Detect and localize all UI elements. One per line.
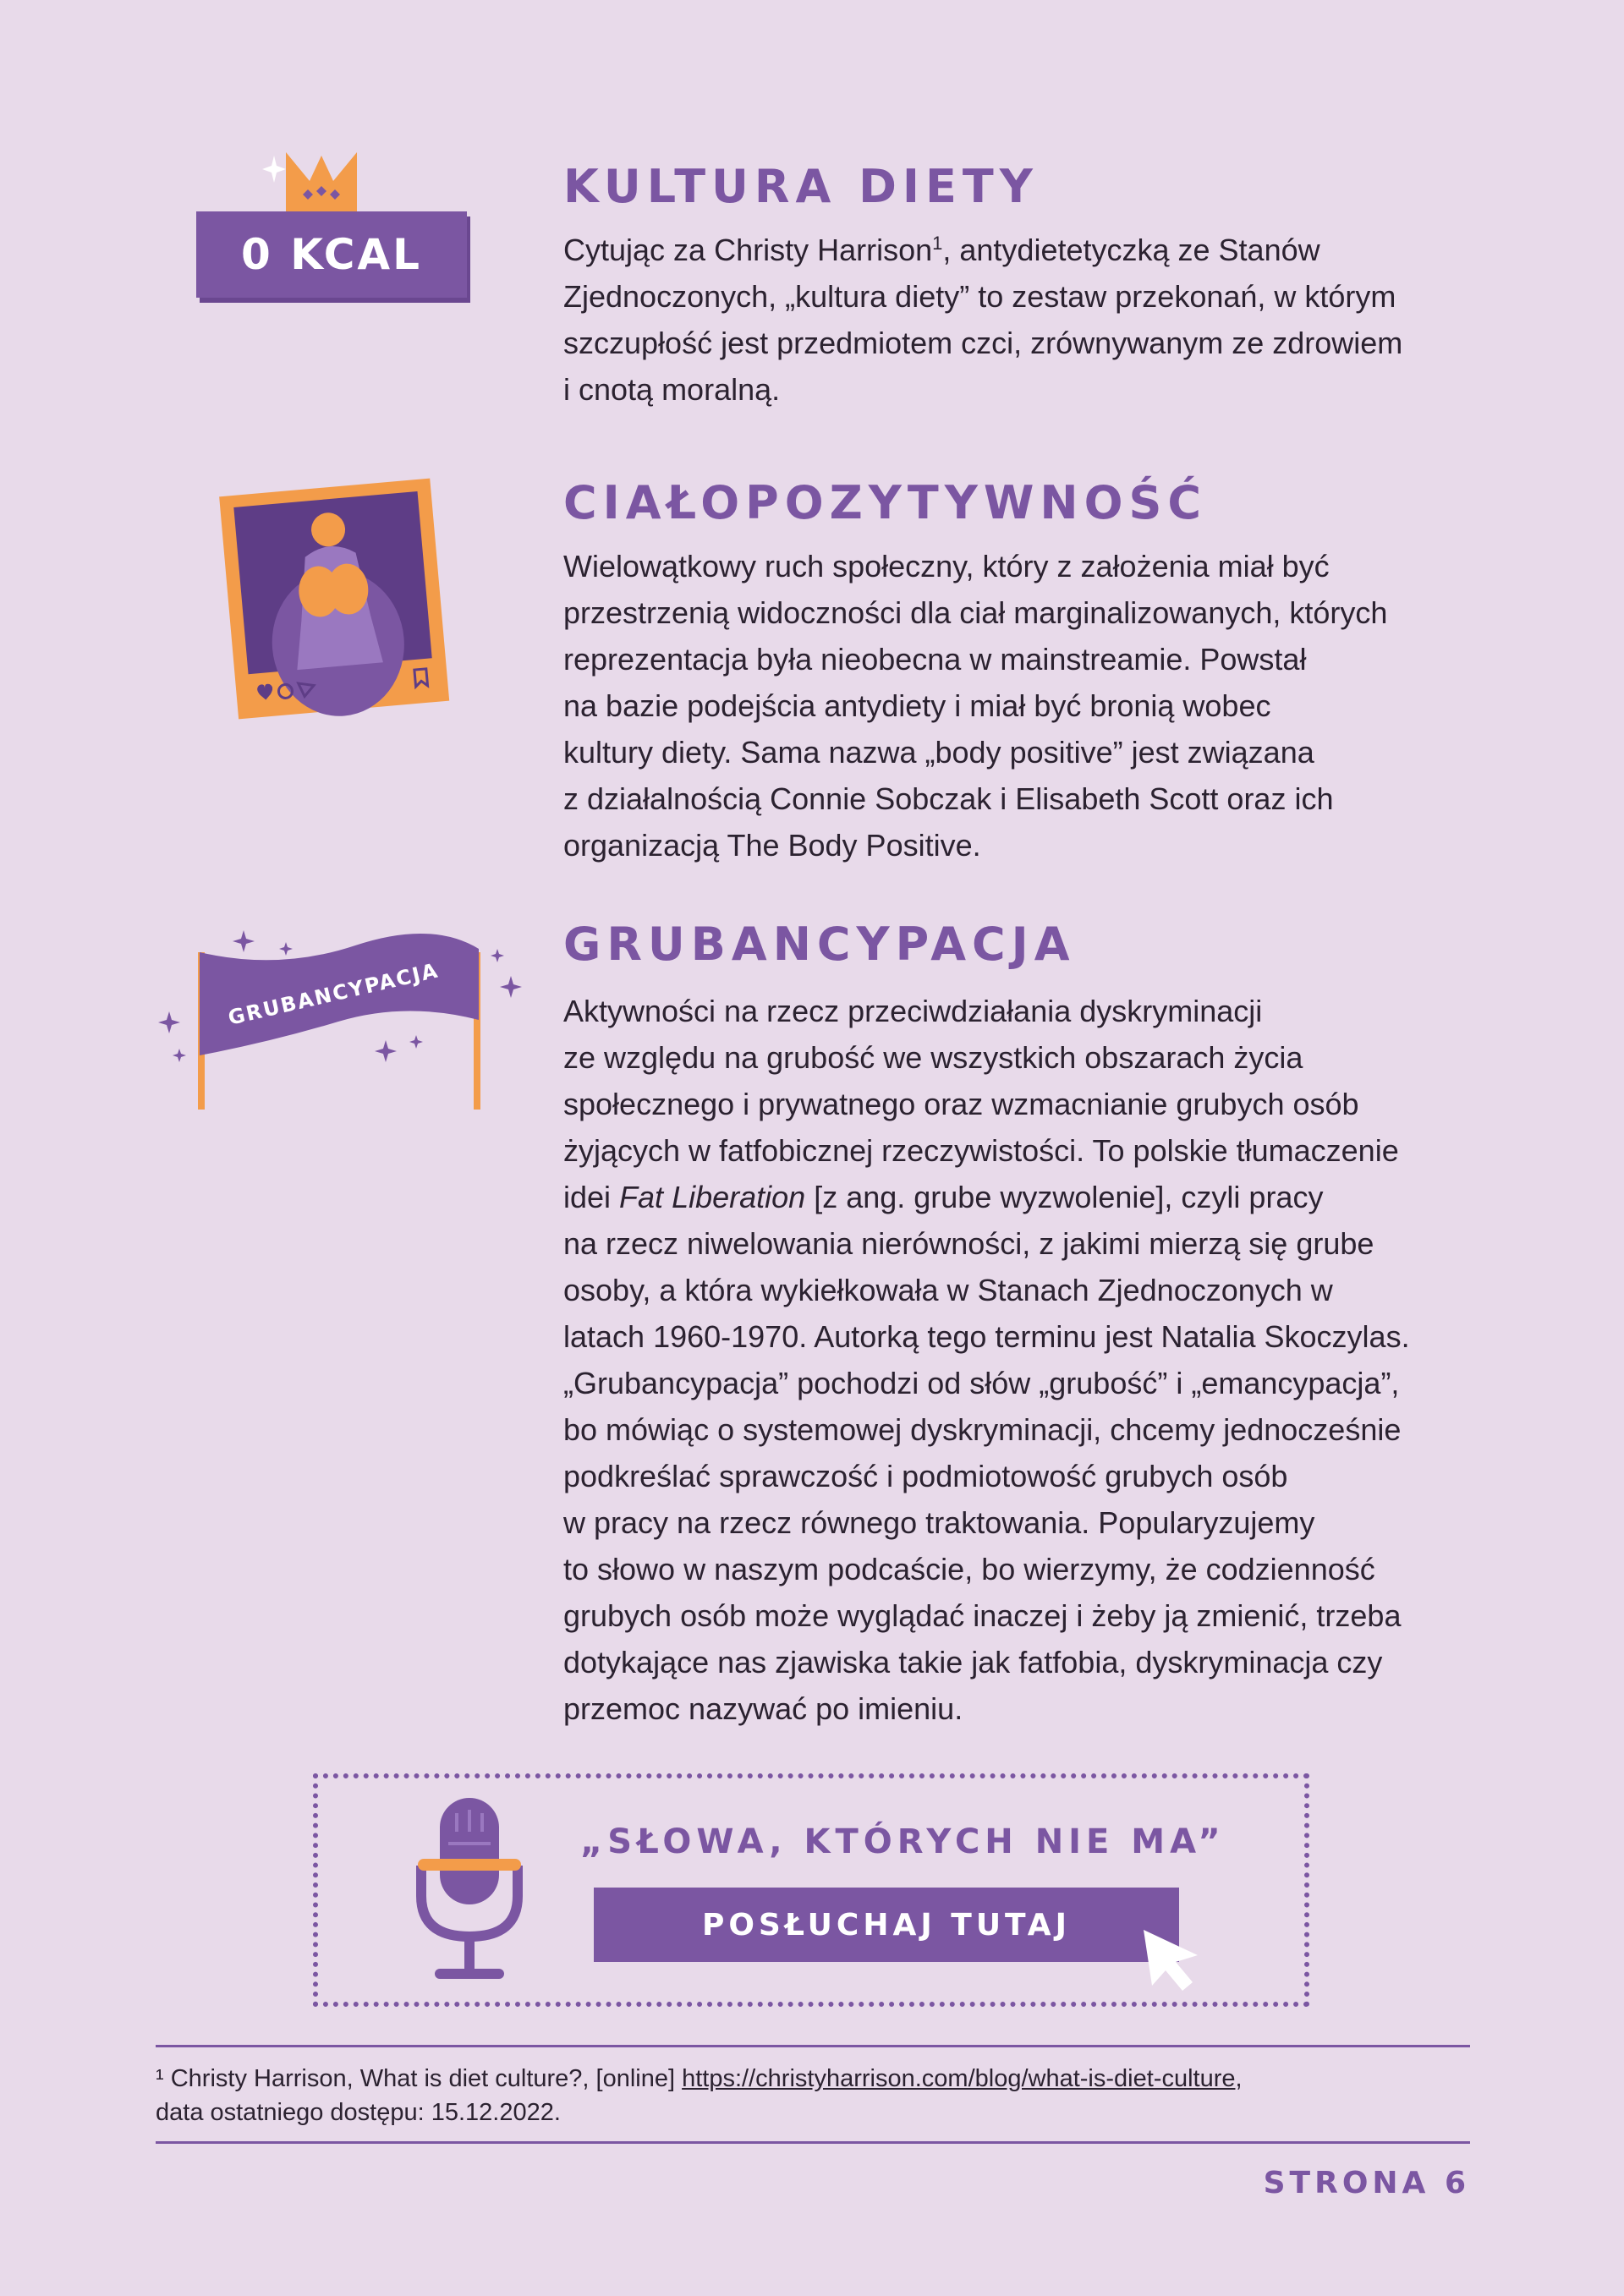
text-fragment: [z ang. grube wyzwolenie], czyli pracy — [805, 1180, 1324, 1214]
text-line: przestrzenią widoczności dla ciał marginalizowanych, których — [563, 595, 1388, 630]
text-line: społecznego i prywatnego oraz wzmacnianie grubych osób — [563, 1087, 1359, 1121]
divider-top — [156, 2045, 1470, 2047]
text-line: przemoc nazywać po imieniu. — [563, 1691, 963, 1726]
text-line: z działalnością Connie Sobczak i Elisabeth Scott oraz ich — [563, 781, 1334, 816]
text-line: kultury diety. Sama nazwa „body positive” jest związana — [563, 735, 1314, 770]
text-line: osoby, a która wykiełkowała w Stanach Zjednoczonych w — [563, 1273, 1333, 1307]
text-line: i cnotą moralną. — [563, 372, 781, 407]
text-line: to słowo w naszym podcaście, bo wierzymy, że codzienność — [563, 1552, 1375, 1586]
page-number: STRONA 6 — [1263, 2166, 1470, 2200]
text-line: na bazie podejścia antydiety i miał być bronią wobec — [563, 688, 1271, 723]
footnote-text: , — [1235, 2065, 1243, 2092]
text-line: żyjących w fatfobicznej rzeczywistości. To polskie tłumaczenie — [563, 1133, 1399, 1168]
heading-kultura-diety: KULTURA DIETY — [563, 160, 1039, 213]
text-line: Cytując za Christy Harrison — [563, 233, 933, 267]
text-line: latach 1960-1970. Autorką tego terminu jest Natalia Skoczylas. — [563, 1319, 1410, 1354]
text-line: szczupłość jest przedmiotem czci, zrównywanym ze zdrowiem — [563, 326, 1403, 360]
heading-cialopozytywnosc: CIAŁOPOZYTYWNOŚĆ — [563, 476, 1208, 529]
text-line: „Grubancypacja” pochodzi od słów „grubość” i „emancypacja”, — [563, 1366, 1400, 1400]
paragraph-kultura-diety — [563, 227, 1485, 413]
footnote-link[interactable]: https://christyharrison.com/blog/what-is-diet-culture — [682, 2065, 1236, 2092]
kcal-badge: 0 KCAL — [196, 211, 467, 298]
text-line: podkreślać sprawczość i podmiotowość grubych osób — [563, 1459, 1288, 1493]
footnote-text: ¹ Christy Harrison, What is diet culture?, [online] — [156, 2065, 683, 2092]
text-line: w pracy na rzecz równego traktowania. Popularyzujemy — [563, 1505, 1315, 1540]
paragraph-cialopozytywnosc — [563, 543, 1485, 869]
text-line: Zjednoczonych, „kultura diety” to zestaw przekonań, w którym — [563, 279, 1396, 314]
footnote-date: data ostatniego dostępu: 15.12.2022. — [156, 2099, 561, 2126]
text-line: grubych osób może wyglądać inaczej i żeby ją zmienić, trzeba — [563, 1598, 1402, 1633]
text-line: na rzecz niwelowania nierówności, z jakimi mierzą się grube — [563, 1226, 1374, 1261]
footnote-mark: 1 — [932, 233, 943, 254]
podcast-title: „SŁOWA, KTÓRYCH NIE MA” — [580, 1822, 1226, 1861]
text-line-fat-liberation — [563, 1174, 1485, 1220]
microphone-icon — [406, 1795, 533, 1986]
text-fragment: idei — [563, 1180, 620, 1214]
text-line: dotykające nas zjawiska takie jak fatfobia, dyskryminacja czy — [563, 1645, 1383, 1680]
footnote — [156, 2062, 1475, 2129]
text-line: , antydietetyczką ze Stanów — [942, 233, 1320, 267]
text-line: organizacją The Body Positive. — [563, 828, 981, 863]
banner-illustration — [152, 920, 533, 1116]
text-line: bo mówiąc o systemowej dyskryminacji, chcemy jednocześnie — [563, 1412, 1402, 1447]
text-line: Aktywności na rzecz przeciwdziałania dyskryminacji — [563, 994, 1263, 1028]
paragraph-grubancypacja — [563, 988, 1485, 1732]
listen-button[interactable]: POSŁUCHAJ TUTAJ — [594, 1888, 1179, 1962]
text-line: Wielowątkowy ruch społeczny, który z założenia miał być — [563, 549, 1330, 584]
text-line: reprezentacja była nieobecna w mainstreamie. Powstał — [563, 642, 1307, 677]
banner-label: GRUBANCYPACJA — [226, 958, 442, 1030]
text-fat-liberation: Fat Liberation — [619, 1180, 806, 1214]
cursor-icon — [1138, 1925, 1210, 1996]
body-photo-frame-icon — [211, 470, 457, 724]
crown-icon — [254, 149, 389, 213]
divider-bottom — [156, 2141, 1470, 2144]
heading-grubancypacja: GRUBANCYPACJA — [563, 918, 1076, 971]
text-line: ze względu na grubość we wszystkich obszarach życia — [563, 1040, 1303, 1075]
